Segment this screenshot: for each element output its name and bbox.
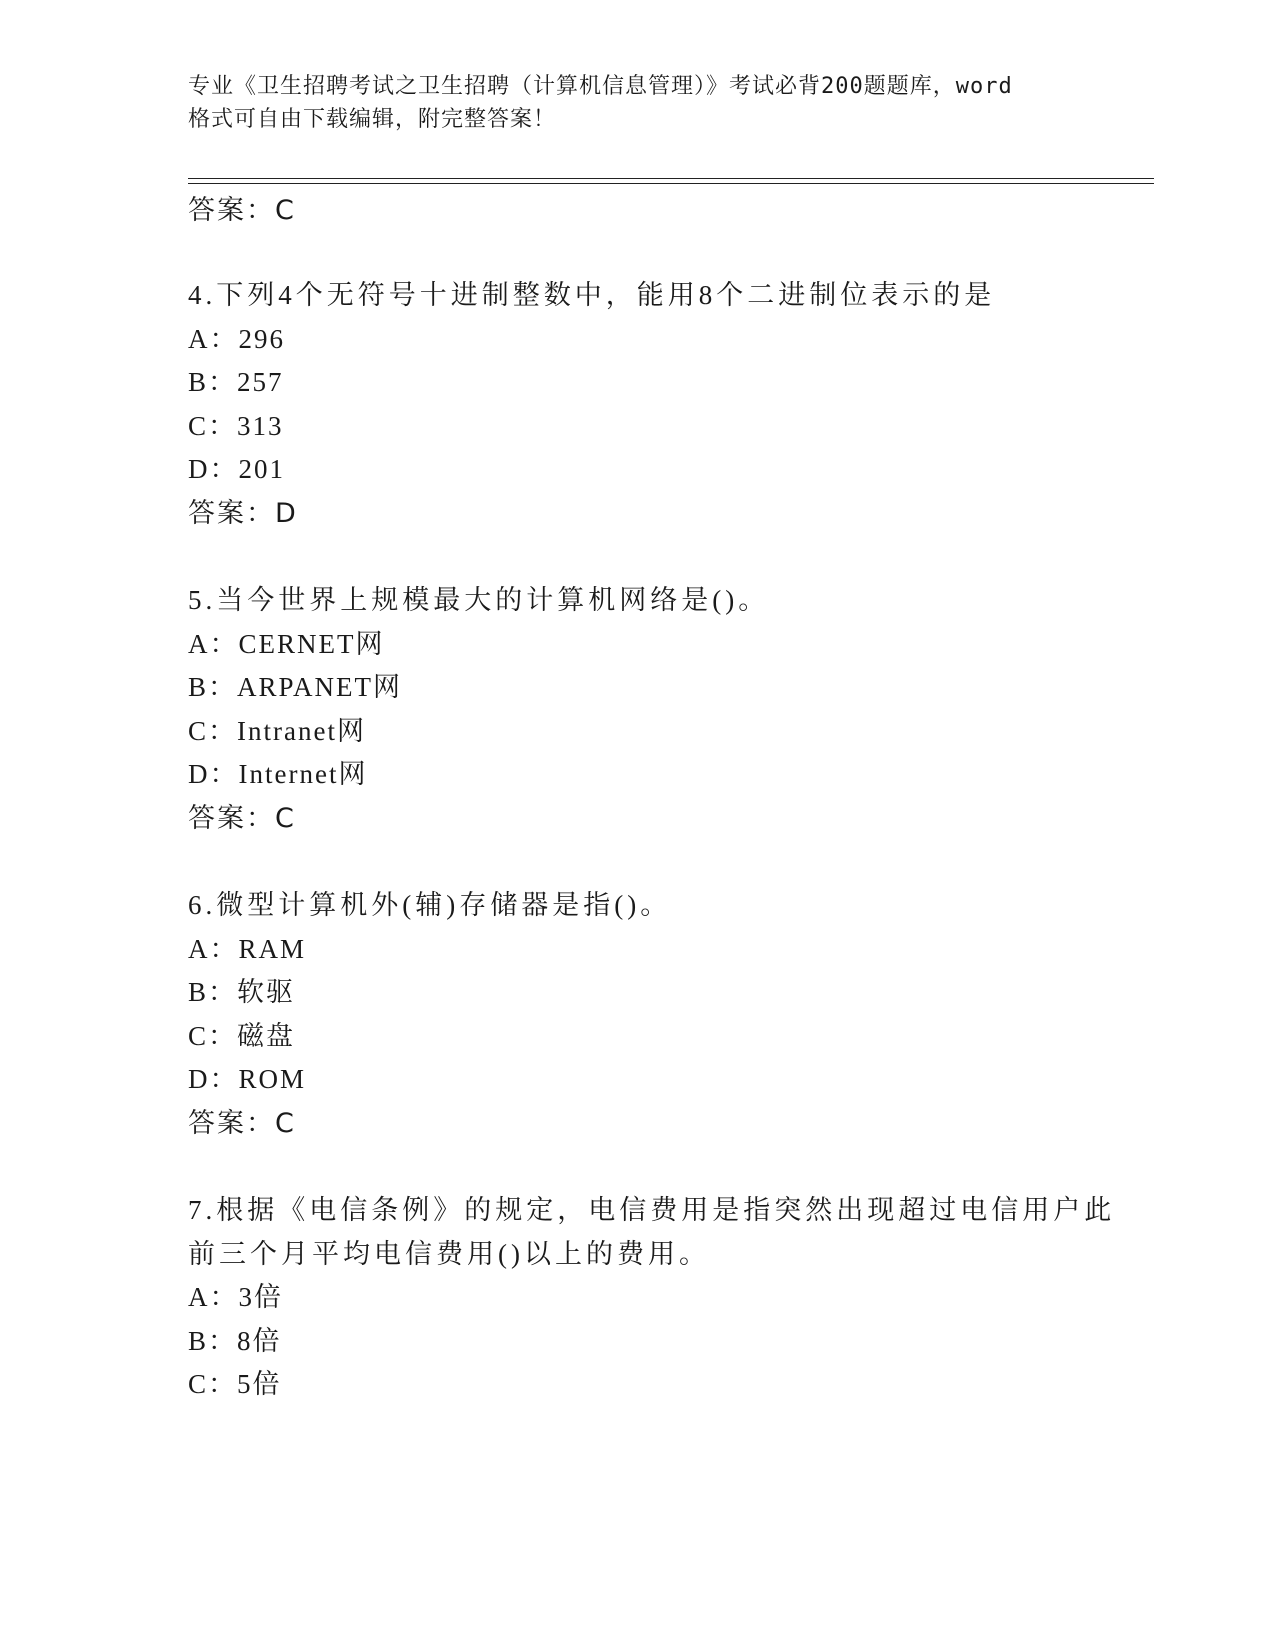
option-line: A：296 — [188, 324, 285, 354]
answer-line: 答案：D — [188, 498, 298, 529]
answer-line: 答案：C — [188, 1108, 296, 1139]
answer-line: 答案：C — [188, 803, 296, 834]
header-divider-top — [188, 178, 1154, 179]
answer-line: 答案：C — [188, 195, 296, 226]
question-stem-continued: 前三个月平均电信费用()以上的费用。 — [188, 1239, 710, 1269]
header-divider-bottom — [188, 183, 1154, 184]
question-stem: 4.下列4个无符号十进制整数中，能用8个二进制位表示的是 — [188, 280, 996, 310]
option-line: D：201 — [188, 454, 285, 484]
option-line: A：RAM — [188, 934, 307, 964]
option-line: B：257 — [188, 367, 284, 397]
option-line: C：313 — [188, 411, 284, 441]
header-line-2: 格式可自由下载编辑，附完整答案！ — [188, 107, 557, 132]
option-line: B：8倍 — [188, 1326, 282, 1356]
document-header — [188, 70, 1088, 136]
option-line: D：Internet网 — [188, 759, 368, 789]
option-line: D：ROM — [188, 1064, 307, 1094]
option-line: C：Intranet网 — [188, 716, 366, 746]
option-line: B：ARPANET网 — [188, 672, 403, 702]
option-line: A：CERNET网 — [188, 629, 385, 659]
header-line-1: 专业《卫生招聘考试之卫生招聘（计算机信息管理）》考试必背200题题库，word — [188, 74, 1013, 99]
option-line: C：5倍 — [188, 1369, 282, 1399]
question-stem: 7.根据《电信条例》的规定，电信费用是指突然出现超过电信用户此 — [188, 1195, 1116, 1225]
option-line: B：软驱 — [188, 977, 296, 1007]
question-stem: 6.微型计算机外(辅)存储器是指()。 — [188, 890, 672, 920]
question-stem: 5.当今世界上规模最大的计算机网络是()。 — [188, 585, 770, 615]
option-line: C：磁盘 — [188, 1021, 296, 1051]
option-line: A：3倍 — [188, 1282, 283, 1312]
